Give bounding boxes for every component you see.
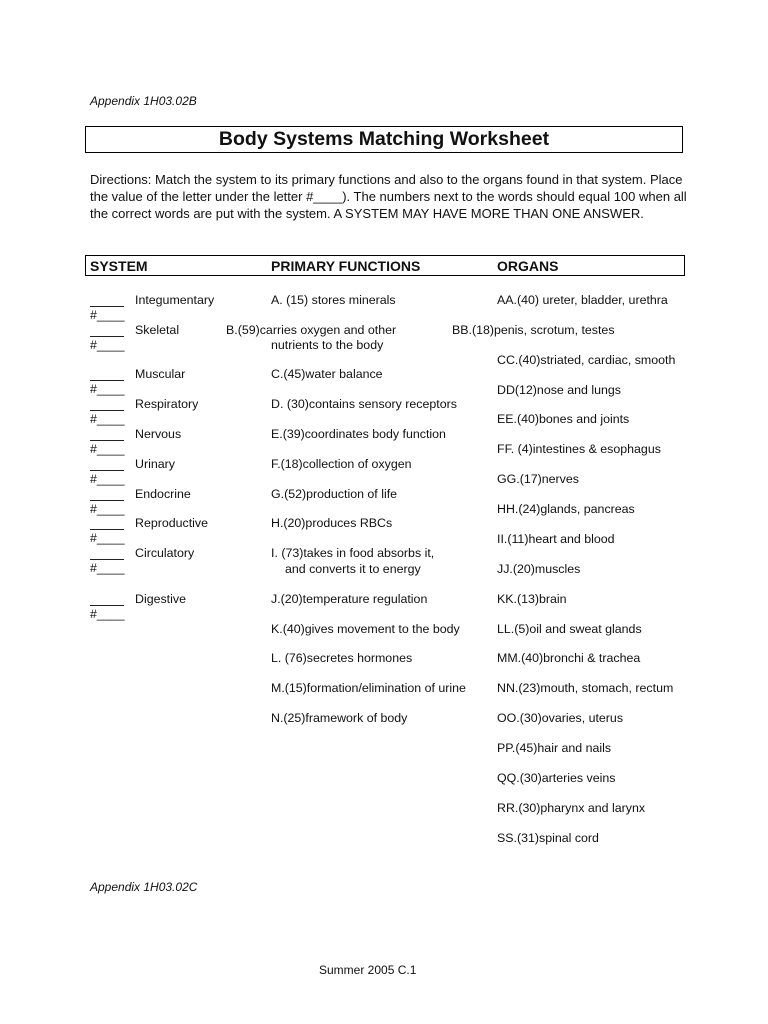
organ-item: MM.(40)bronchi & trachea bbox=[497, 651, 641, 665]
functions-column-header: PRIMARY FUNCTIONS bbox=[271, 258, 421, 274]
organ-item: RR.(30)pharynx and larynx bbox=[497, 801, 646, 815]
organ-item: BB.(18)penis, scrotum, testes bbox=[452, 323, 615, 337]
answer-blank[interactable] bbox=[90, 488, 124, 501]
system-item: Skeletal bbox=[135, 323, 180, 337]
hash-blank[interactable]: #____ bbox=[90, 338, 125, 352]
title-box bbox=[85, 126, 683, 153]
organ-item: II.(11)heart and blood bbox=[497, 532, 615, 546]
function-item: A. (15) stores minerals bbox=[271, 293, 396, 307]
function-item: G.(52)production of life bbox=[271, 487, 398, 501]
organ-item: SS.(31)spinal cord bbox=[497, 831, 599, 845]
hash-blank[interactable]: #____ bbox=[90, 308, 125, 322]
system-item: Integumentary bbox=[135, 293, 215, 307]
page-footer: Summer 2005 C.1 bbox=[319, 963, 417, 977]
organ-item: LL.(5)oil and sweat glands bbox=[497, 622, 642, 636]
function-item-continued: nutrients to the body bbox=[271, 338, 384, 352]
function-item: J.(20)temperature regulation bbox=[271, 592, 428, 606]
function-item: K.(40)gives movement to the body bbox=[271, 622, 460, 636]
organs-column-header: ORGANS bbox=[497, 258, 559, 274]
page-title: Body Systems Matching Worksheet bbox=[218, 128, 550, 150]
system-column-header: SYSTEM bbox=[90, 258, 148, 274]
system-item: Nervous bbox=[135, 427, 182, 441]
function-item: I. (73)takes in food absorbs it, bbox=[271, 546, 435, 560]
organ-item: QQ.(30)arteries veins bbox=[497, 771, 616, 785]
organ-item: AA.(40) ureter, bladder, urethra bbox=[497, 293, 668, 307]
function-item: F.(18)collection of oxygen bbox=[271, 457, 412, 471]
appendix-label-bottom: Appendix 1H03.02C bbox=[90, 880, 198, 894]
hash-blank[interactable]: #____ bbox=[90, 412, 125, 426]
organ-item: HH.(24)glands, pancreas bbox=[497, 502, 635, 516]
organ-item: DD(12)nose and lungs bbox=[497, 383, 621, 397]
answer-blank[interactable] bbox=[90, 593, 124, 606]
organ-item: CC.(40)striated, cardiac, smooth bbox=[497, 353, 676, 367]
function-item: E.(39)coordinates body function bbox=[271, 427, 446, 441]
system-item: Reproductive bbox=[135, 516, 209, 530]
hash-blank[interactable]: #____ bbox=[90, 502, 125, 516]
hash-blank[interactable]: #____ bbox=[90, 472, 125, 486]
organ-item: EE.(40)bones and joints bbox=[497, 412, 630, 426]
organ-item: OO.(30)ovaries, uterus bbox=[497, 711, 624, 725]
function-item-continued: and converts it to energy bbox=[285, 562, 421, 576]
system-item: Circulatory bbox=[135, 546, 195, 560]
system-item: Endocrine bbox=[135, 487, 191, 501]
function-item: B.(59)carries oxygen and other bbox=[226, 323, 397, 337]
column-header-row bbox=[85, 255, 685, 276]
organ-item: GG.(17)nerves bbox=[497, 472, 579, 486]
organ-item: PP.(45)hair and nails bbox=[497, 741, 612, 755]
hash-blank[interactable]: #____ bbox=[90, 442, 125, 456]
hash-blank[interactable]: #____ bbox=[90, 382, 125, 396]
organ-item: FF. (4)intestines & esophagus bbox=[497, 442, 661, 456]
hash-blank[interactable]: #____ bbox=[90, 531, 125, 545]
hash-blank[interactable]: #____ bbox=[90, 561, 125, 575]
function-item: C.(45)water balance bbox=[271, 367, 383, 381]
appendix-label-top: Appendix 1H03.02B bbox=[90, 94, 197, 108]
system-item: Respiratory bbox=[135, 397, 199, 411]
system-item: Muscular bbox=[135, 367, 186, 381]
system-item: Urinary bbox=[135, 457, 175, 471]
organ-item: JJ.(20)muscles bbox=[497, 562, 581, 576]
answer-blank[interactable] bbox=[90, 368, 124, 381]
answer-blank[interactable] bbox=[90, 517, 124, 530]
function-item: H.(20)produces RBCs bbox=[271, 516, 393, 530]
function-item: L. (76)secretes hormones bbox=[271, 651, 413, 665]
answer-blank[interactable] bbox=[90, 294, 124, 307]
function-item: M.(15)formation/elimination of urine bbox=[271, 681, 466, 695]
answer-blank[interactable] bbox=[90, 324, 124, 337]
answer-blank[interactable] bbox=[90, 458, 124, 471]
hash-blank[interactable]: #____ bbox=[90, 607, 125, 621]
answer-blank[interactable] bbox=[90, 428, 124, 441]
system-item: Digestive bbox=[135, 592, 186, 606]
organ-item: KK.(13)brain bbox=[497, 592, 567, 606]
function-item: D. (30)contains sensory receptors bbox=[271, 397, 457, 411]
answer-blank[interactable] bbox=[90, 398, 124, 411]
organ-item: NN.(23)mouth, stomach, rectum bbox=[497, 681, 674, 695]
function-item: N.(25)framework of body bbox=[271, 711, 408, 725]
directions-text: Directions: Match the system to its primary functions and also to the organs found in that system. Place the value of the letter under the letter #____). The numbers next to the words should equal 100 when all the correct words are put with the system. A SYSTEM MAY HAVE MORE THAN ONE ANSWER. bbox=[90, 172, 687, 222]
answer-blank[interactable] bbox=[90, 547, 124, 560]
